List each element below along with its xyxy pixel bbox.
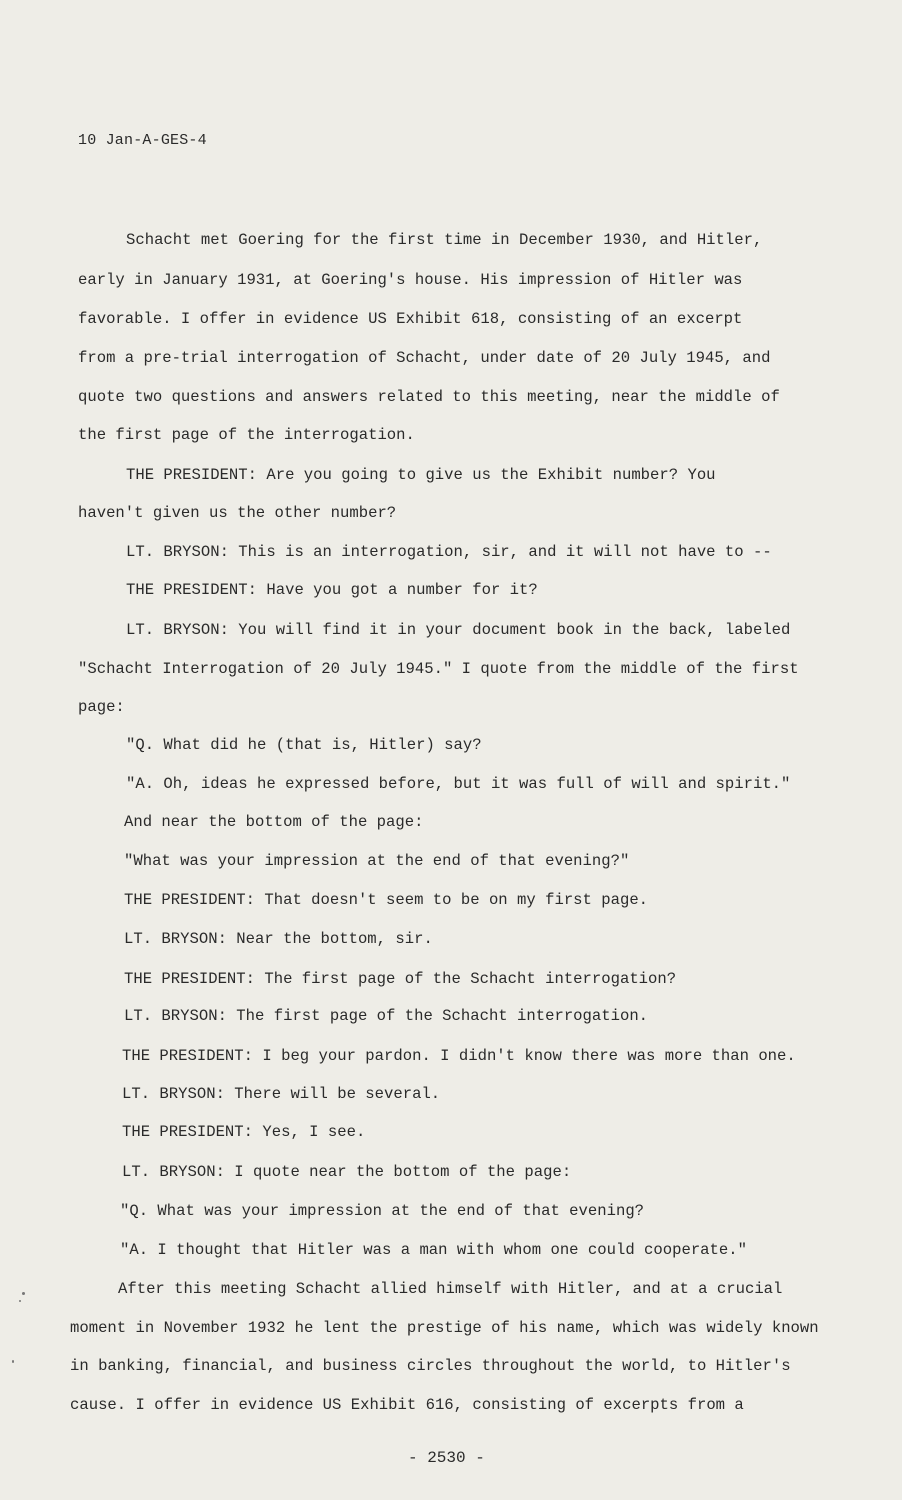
text-line: THE PRESIDENT: I beg your pardon. I didn't know there was more than one.	[122, 1047, 796, 1065]
text-line: LT. BRYSON: Near the bottom, sir.	[124, 930, 433, 948]
text-line: "A. Oh, ideas he expressed before, but it was full of will and spirit."	[126, 775, 791, 793]
text-line: the first page of the interrogation.	[78, 426, 415, 444]
text-line: quote two questions and answers related to this meeting, near the middle of	[78, 388, 780, 406]
paper-speck	[22, 1292, 25, 1295]
text-line: early in January 1931, at Goering's house. His impression of Hitler was	[78, 271, 743, 289]
document-reference: 10 Jan-A-GES-4	[78, 132, 207, 149]
text-line: LT. BRYSON: There will be several.	[122, 1085, 441, 1103]
text-line: moment in November 1932 he lent the prestige of his name, which was widely known	[70, 1319, 819, 1337]
text-line: After this meeting Schacht allied himself with Hitler, and at a crucial	[118, 1280, 783, 1298]
text-line: And near the bottom of the page:	[124, 813, 424, 831]
text-line: LT. BRYSON: The first page of the Schacht interrogation.	[124, 1007, 649, 1025]
paper-speck	[19, 1300, 21, 1302]
text-line: "Q. What did he (that is, Hitler) say?	[126, 736, 482, 754]
text-line: THE PRESIDENT: Are you going to give us the Exhibit number? You	[126, 466, 716, 484]
text-line: cause. I offer in evidence US Exhibit 616, consisting of excerpts from a	[70, 1396, 744, 1414]
text-line: favorable. I offer in evidence US Exhibit 618, consisting of an excerpt	[78, 310, 743, 328]
text-line: from a pre-trial interrogation of Schacht, under date of 20 July 1945, and	[78, 349, 771, 367]
paper-speck	[12, 1360, 14, 1363]
text-line: THE PRESIDENT: Yes, I see.	[122, 1123, 366, 1141]
text-line: page:	[78, 698, 125, 716]
text-line: in banking, financial, and business circles throughout the world, to Hitler's	[70, 1357, 791, 1375]
text-line: "What was your impression at the end of that evening?"	[124, 852, 630, 870]
text-line: haven't given us the other number?	[78, 504, 397, 522]
text-line: "Q. What was your impression at the end of that evening?	[120, 1202, 645, 1220]
text-line: THE PRESIDENT: The first page of the Schacht interrogation?	[124, 970, 677, 988]
text-line: Schacht met Goering for the first time in December 1930, and Hitler,	[126, 231, 763, 249]
text-line: "A. I thought that Hitler was a man with whom one could cooperate."	[120, 1241, 747, 1259]
text-line: LT. BRYSON: I quote near the bottom of the page:	[122, 1163, 572, 1181]
text-line: THE PRESIDENT: That doesn't seem to be on my first page.	[124, 891, 649, 909]
text-line: THE PRESIDENT: Have you got a number for it?	[126, 581, 538, 599]
text-line: LT. BRYSON: You will find it in your document book in the back, labeled	[126, 621, 791, 639]
text-line: LT. BRYSON: This is an interrogation, sir, and it will not have to --	[126, 543, 772, 561]
page-number: - 2530 -	[408, 1449, 485, 1467]
text-line: "Schacht Interrogation of 20 July 1945." I quote from the middle of the first	[78, 660, 799, 678]
